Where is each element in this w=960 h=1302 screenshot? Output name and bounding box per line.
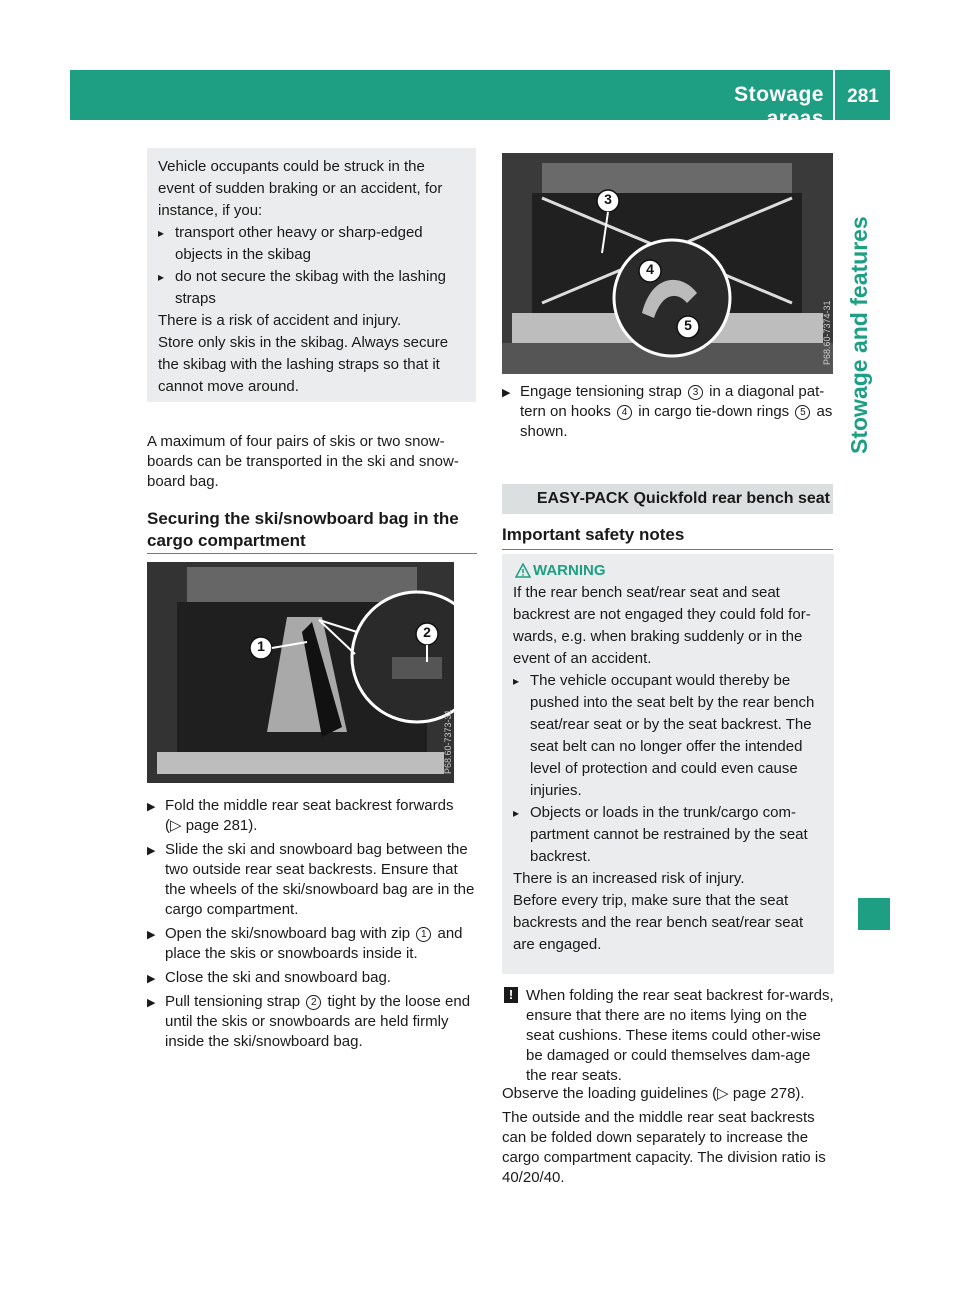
figure-code: P68.60-7374-31 xyxy=(822,300,832,365)
tensioning-strap-figure xyxy=(502,153,833,374)
warning-bullet: ▸ The vehicle occupant would thereby be pushed into the seat belt by the rear bench seat/rear seat or by the seat backrest. The seat belt can no longer offer the intended level of protection and could even cause injuries. xyxy=(513,670,823,802)
left-warning-intro: Vehicle occupants could be struck in the event of sudden braking or an accident, for instance, if you: xyxy=(158,158,443,219)
step-close-bag: ▶ Close the ski and snowboard bag. xyxy=(147,968,480,988)
safety-notes-heading: Important safety notes xyxy=(502,525,685,544)
page-number: 281 xyxy=(847,86,879,107)
ski-bag-figure xyxy=(147,562,454,783)
warning-advice: Before every trip, make sure that the seat backrests and the rear bench seat/rear seat are engaged. xyxy=(513,892,804,953)
callout-5-ref: 5 xyxy=(795,405,810,420)
ski-bag-illustration xyxy=(147,562,454,783)
notice-text: When folding the rear seat backrest for-wards, ensure that there are no items lying on the seat cushions. These items could other-wise be damaged or could themselves dam-age the rear seats. xyxy=(526,987,834,1084)
warning-box xyxy=(502,554,834,974)
tensioning-strap-illustration xyxy=(502,153,833,374)
step-fold-backrest: ▶ Fold the middle rear seat backrest forwards (▷ page 281). xyxy=(147,796,480,836)
observe-paragraph: Observe the loading guidelines (▷ page 278). xyxy=(502,1085,805,1102)
page-reference: (▷ page 278). xyxy=(712,1085,805,1102)
step-open-zip: ▶ Open the ski/snowboard bag with zip 1 and place the skis or snowboards inside it. xyxy=(147,924,480,964)
warning-intro: If the rear bench seat/rear seat and seat backrest are not engaged they could fold for-wards, e.g. when braking suddenly or in the event of an accident. xyxy=(513,584,811,667)
division-ratio-paragraph: The outside and the middle rear seat backrests can be folded down separately to increase the cargo compartment capacity. The division ratio is 40/20/40. xyxy=(502,1109,826,1186)
callout-2-ref: 2 xyxy=(306,995,321,1010)
callout-4: 4 xyxy=(646,261,654,277)
step-slide-bag: ▶ Slide the ski and snowboard bag between the two outside rear seat backrests. Ensure that the wheels of the ski/snowboard bag are in the cargo compartment. xyxy=(147,840,480,920)
callout-4-ref: 4 xyxy=(617,405,632,420)
heading-rule xyxy=(502,549,833,550)
ski-bag-steps xyxy=(147,796,480,1056)
left-warning-risk: There is a risk of accident and injury. xyxy=(158,312,402,329)
left-warning-bullet: ▸ do not secure the skibag with the lashing straps xyxy=(158,266,465,310)
step-engage-strap: ▶ Engage tensioning strap 3 in a diagonal pat-tern on hooks 4 in cargo tie-down rings 5 as shown. xyxy=(502,382,836,442)
callout-3: 3 xyxy=(604,191,612,207)
warning-header xyxy=(513,560,823,582)
section-heading: EASY-PACK Quickfold rear bench seat xyxy=(536,490,830,507)
callout-3-ref: 3 xyxy=(688,385,703,400)
callout-2: 2 xyxy=(423,624,431,640)
side-tab-marker xyxy=(858,898,890,930)
securing-heading: Securing the ski/snowboard bag in the cargo compartment xyxy=(147,509,459,550)
warning-risk: There is an increased risk of injury. xyxy=(513,870,745,887)
tensioning-step xyxy=(502,382,836,446)
ski-capacity-paragraph: A maximum of four pairs of skis or two snow-boards can be transported in the ski and snow-board bag. xyxy=(147,433,459,490)
callout-5: 5 xyxy=(684,317,692,333)
header-divider xyxy=(833,70,835,120)
left-warning-box xyxy=(147,148,476,402)
step-pull-strap: ▶ Pull tensioning strap 2 tight by the loose end until the skis or snowboards are held firmly inside the ski/snowboard bag. xyxy=(147,992,480,1052)
exclamation-icon: ! xyxy=(504,987,518,1003)
callout-1-ref: 1 xyxy=(416,927,431,942)
left-warning-bullet: ▸ transport other heavy or sharp-edged objects in the skibag xyxy=(158,222,465,266)
callout-1: 1 xyxy=(257,638,265,654)
page-reference: (▷ page 281). xyxy=(165,817,258,834)
figure-code: P68.60-7373-31 xyxy=(443,709,453,774)
side-tab-label: Stowage and features xyxy=(846,216,872,454)
warning-triangle-icon xyxy=(515,563,531,579)
warning-bullet: ▸ Objects or loads in the trunk/cargo com-partment cannot be restrained by the seat backrest. xyxy=(513,802,823,868)
notice xyxy=(502,986,835,1086)
section-title: Stowage areas xyxy=(734,83,824,130)
heading-rule xyxy=(147,553,477,554)
left-warning-advice: Store only skis in the skibag. Always secure the skibag with the lashing straps so that it cannot move around. xyxy=(158,334,449,395)
warning-title: WARNING xyxy=(533,562,606,579)
